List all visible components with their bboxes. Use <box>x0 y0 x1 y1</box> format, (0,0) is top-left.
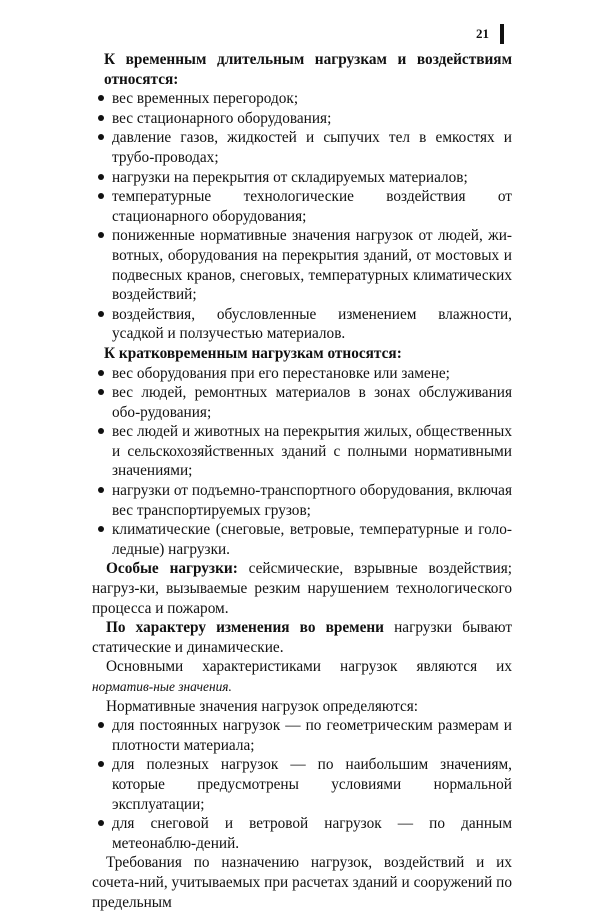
list-item-text: для снеговой и ветровой нагрузок — по данным метеонаблю-дений. <box>112 815 512 852</box>
list-item-text: для полезных нагрузок — по наибольшим значениям, которые предусмотрены условиями нормальной эксплуатации; <box>112 756 512 813</box>
special-loads-paragraph <box>92 559 512 618</box>
normative-intro: Нормативные значения нагрузок определяются: <box>106 697 419 715</box>
bullet-icon <box>98 115 104 121</box>
list-item <box>92 305 512 344</box>
page-number: 21 <box>476 26 489 41</box>
long-term-list <box>92 89 512 344</box>
list-item <box>92 814 512 853</box>
page-number-bar <box>500 24 504 44</box>
list-item <box>92 422 512 481</box>
list-item <box>92 226 512 304</box>
normative-list <box>92 716 512 853</box>
time-character-paragraph <box>92 618 512 657</box>
special-loads-text: сейсмические, взрывные воздействия; нагруз-ки, вызываемые резким нарушением технологического процесса и пожаром. <box>92 560 512 617</box>
list-item <box>92 128 512 167</box>
main-characteristics-text: Основными характеристиками нагрузок являются их <box>106 658 512 676</box>
list-item-text: воздействия, обусловленные изменением влажности, усадкой и ползучестью материалов. <box>112 305 512 343</box>
special-loads-lead: Особые нагрузки: <box>106 560 238 578</box>
list-item-text: давление газов, жидкостей и сыпучих тел в емкостях и трубо-проводах; <box>112 129 512 166</box>
list-item <box>92 109 512 129</box>
list-item-text: вес стационарного оборудования; <box>112 109 332 127</box>
bullet-icon <box>98 174 104 180</box>
bullet-icon <box>98 134 104 140</box>
bullet-icon <box>98 95 104 101</box>
list-item-text: температурные технологические воздействия от стационарного оборудования; <box>112 188 512 225</box>
requirements-paragraph: Требования по назначению нагрузок, воздействий и их сочета-ний, учитываемых при расчетах зданий и сооружений по предельным <box>92 854 512 911</box>
bullet-icon <box>98 311 104 317</box>
list-item <box>92 89 512 109</box>
list-item-text: вес людей и животных на перекрытия жилых, общественных и сельскохозяйственных зданий с полными нормативными значениями; <box>112 423 512 480</box>
bullet-icon <box>98 428 104 434</box>
time-character-lead: По характеру изменения во времени <box>106 619 384 637</box>
list-item-text: климатические (снеговые, ветровые, температурные и голо-ледные) нагрузки. <box>112 521 512 558</box>
list-item <box>92 187 512 226</box>
main-characteristics-paragraph <box>92 657 512 696</box>
time-character-text: нагрузки бывают статические и динамические. <box>92 619 512 656</box>
long-term-heading: К временным длительным нагрузкам и воздействиям относятся: <box>104 51 512 88</box>
list-item <box>92 168 512 188</box>
list-item-text: для постоянных нагрузок — по геометрическим размерам и плотности материала; <box>112 717 512 754</box>
list-item-text: нагрузки от подъемно-транспортного оборудования, включая вес транспортируемых грузов; <box>112 482 512 519</box>
list-item-text: вес оборудования при его перестановке или замене; <box>112 364 450 382</box>
bullet-icon <box>98 232 104 238</box>
short-term-heading: К кратковременным нагрузкам относятся: <box>104 344 402 362</box>
page-content <box>92 50 512 912</box>
list-item-text: нагрузки на перекрытия от складируемых материалов; <box>112 168 468 186</box>
bullet-icon <box>98 193 104 199</box>
main-characteristics-emphasis: норматив-ные значения. <box>92 679 232 694</box>
bullet-icon <box>98 487 104 493</box>
bullet-icon <box>98 761 104 767</box>
list-item-text: пониженные нормативные значения нагрузок от людей, жи-вотных, оборудования на перекрытия зданий, от мостовых и подвесных кранов, снеговых, температурных климатических воздействий; <box>112 227 512 304</box>
list-item <box>92 716 512 755</box>
list-item <box>92 364 512 384</box>
bullet-icon <box>98 526 104 532</box>
bullet-icon <box>98 370 104 376</box>
list-item-text: вес людей, ремонтных материалов в зонах обслуживания обо-рудования; <box>112 384 512 421</box>
bullet-icon <box>98 820 104 826</box>
bullet-icon <box>98 389 104 395</box>
list-item <box>92 481 512 520</box>
list-item <box>92 755 512 814</box>
bullet-icon <box>98 722 104 728</box>
list-item <box>92 383 512 422</box>
list-item-text: вес временных перегородок; <box>112 90 299 108</box>
list-item <box>92 520 512 559</box>
short-term-list <box>92 364 512 560</box>
